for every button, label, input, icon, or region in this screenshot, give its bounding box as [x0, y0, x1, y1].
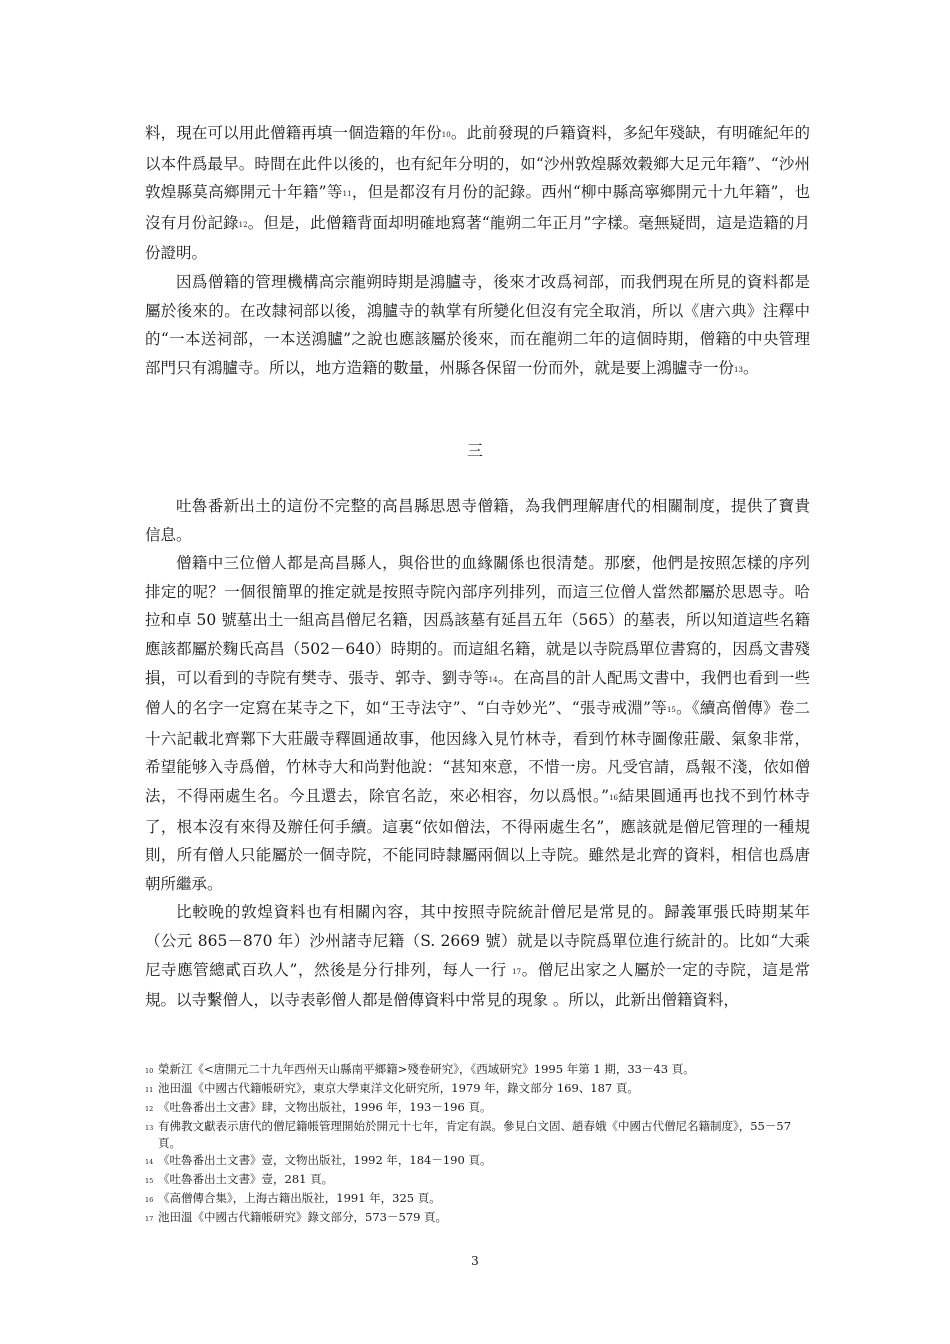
footnote-text: 《吐魯番出土文書》壹，281 頁。 [158, 1172, 334, 1186]
footnote-ref[interactable]: 13 [734, 365, 743, 374]
paragraph: 吐魯番新出土的這份不完整的高昌縣思恩寺僧籍，為我們理解唐代的相關制度，提供了寶貴信息。 [145, 497, 810, 544]
footnote-ref[interactable]: 16 [609, 793, 619, 802]
footnote-number: 13 [145, 1124, 154, 1132]
footnote-number: 10 [145, 1067, 154, 1075]
body-text-section-3 [145, 492, 810, 1015]
footnote-ref[interactable]: 17 [512, 967, 522, 976]
footnote-number: 11 [145, 1086, 154, 1094]
footnote-number: 14 [145, 1158, 154, 1166]
text-run: 。但是，此僧籍背面却明確地寫著“龍朔二年正月”字樣。毫無疑問，這是造籍的月份證明。 [145, 213, 810, 263]
footnote-number: 16 [145, 1196, 154, 1204]
footnote-ref[interactable]: 14 [488, 675, 498, 684]
footnote-text: 《高僧傳合集》，上海古籍出版社，1991 年，325 頁。 [158, 1191, 441, 1205]
footnote-number: 15 [145, 1177, 154, 1185]
footnote-ref[interactable]: 11 [342, 190, 352, 199]
footnote [145, 1152, 810, 1171]
footnote [145, 1099, 810, 1118]
footnote [145, 1190, 810, 1209]
text-run: 。僧尼出家之人屬於一定的寺院，這是常規。以寺繫僧人，以寺表彰僧人都是僧傳資料中常見的現象 。所以，此新出僧籍資料， [145, 960, 810, 1010]
footnote-ref[interactable]: 15 [666, 706, 676, 715]
text-run: 結果圓通再也找不到竹林寺了，根本沒有來得及辦任何手續。這裏“依如僧法，不得兩處生名”，應該就是僧尼管理的一種規則，所有僧人只能屬於一個寺院，不能同時隸屬兩個以上寺院。雖然是北齊的資料，相信也爲唐朝所繼承。 [145, 786, 810, 893]
text-run: 料，現在可以用此僧籍再填一個造籍的年份 [145, 124, 442, 142]
text-run: ，但是都沒有月份的記錄。西州“柳中縣高寧鄉開元十九年籍”，也沒有月份記錄 [145, 183, 810, 232]
footnote-ref[interactable]: 10 [441, 131, 451, 139]
paragraph [145, 119, 810, 268]
text-run: 比較晚的敦煌資料也有相關內容，其中按照寺院統計僧尼是常見的。歸義軍張氏時期某年（公元 865－870 年）沙州諸寺尼籍（S. 2669 號）就是以寺院爲單位進行統計的。比如“大乘尼寺應管總貳百玖人”，然後是分行排列，每人一行 [145, 903, 810, 979]
footnotes [145, 1061, 810, 1228]
paragraph [145, 549, 810, 898]
section-heading: 三 [466, 441, 483, 460]
footnote-text: 《吐魯番出土文書》壹，文物出版社，1992 年，184－190 頁。 [158, 1153, 492, 1167]
footnote-number: 17 [145, 1215, 154, 1223]
text-run: 。在高昌的計人配馬文書中，我們也看到一些僧人的名字一定寫在某寺之下，如“王寺法守”、“白寺妙光”、“張寺戒淵”等 [145, 668, 810, 718]
body-text-section-2-end [145, 119, 810, 384]
text-run: 因爲僧籍的管理機構高宗龍朔時期是鴻臚寺，後來才改爲祠部，而我們現在所見的資料都是屬於後來的。在改隸祠部以後，鴻臚寺的執掌有所變化但沒有完全取消，所以《唐六典》注釋中的“一本送祠部，一本送鴻臚”之說也應該屬於後來，而在龍朔二年的這個時期，僧籍的中央管理部門只有鴻臚寺。所以，地方造籍的數量，州縣各保留一份而外，就是要上鴻臚寺一份 [145, 272, 810, 377]
footnote-text: 池田溫《中國古代籍帳研究》錄文部分，573－579 頁。 [158, 1210, 448, 1224]
footnote-text: 池田溫《中國古代籍帳研究》，東京大學東洋文化研究所，1979 年，錄文部分 169、187 頁。 [158, 1081, 639, 1095]
page-number: 3 [471, 1254, 479, 1268]
footnote-text: 榮新江《<唐開元二十九年西州天山縣南平鄉籍>殘卷研究》，《西域研究》1995 年第 1 期，33－43 頁。 [158, 1062, 695, 1076]
footnote-text: 有佛教文獻表示唐代的僧尼籍帳管理開始於開元十七年，肯定有誤。參見白文固、趙春娥《中國古代僧尼名籍制度》，55－57 頁。 [158, 1119, 792, 1150]
footnote [145, 1061, 810, 1080]
footnote [145, 1209, 810, 1228]
text-run: 。 [742, 358, 759, 377]
paragraph [145, 268, 810, 384]
text-run: 僧籍中三位僧人都是高昌縣人，與俗世的血緣關係也很清楚。那麼，他們是按照怎樣的序列排定的呢？一個很簡單的推定就是按照寺院內部序列排列，而這三位僧人當然都屬於思恩寺。哈拉和卓 50 號墓出土一組高昌僧尼名籍，因爲該墓有延昌五年（565）的墓表，所以知道這些名籍應該都屬於麴氏高昌（502－640）時期的。而這組名籍，就是以寺院爲單位書寫的，因爲文書殘損，可以看到的寺院有樊寺、張寺、郭寺、劉寺等 [145, 554, 810, 687]
paragraph [145, 898, 810, 1014]
footnote-ref[interactable]: 12 [238, 220, 248, 229]
footnote [145, 1118, 810, 1152]
footnote [145, 1080, 810, 1099]
text-run: 。《續高僧傳》卷二十六記載北齊鄴下大莊嚴寺釋圓通故事，他因緣入見竹林寺，看到竹林寺圖像莊嚴、氣象非常，希望能够入寺爲僧，竹林寺大和尚對他說：“甚知來意，不惜一房。凡受官請，爲報不淺，依如僧法，不得兩處生名。今且還去，除官名訖，來必相容，勿以爲恨。” [145, 699, 810, 805]
footnote-text: 《吐魯番出土文書》肆，文物出版社，1996 年，193－196 頁。 [158, 1100, 492, 1114]
footnote [145, 1171, 810, 1190]
footnote-number: 12 [145, 1105, 154, 1113]
text-run: 。此前發現的戶籍資料，多紀年殘缺，有明確紀年的以本件爲最早。時間在此件以後的，也有紀年分明的，如“沙州敦煌縣效穀鄉大足元年籍”、“沙州敦煌縣莫高鄉開元十年籍”等 [145, 124, 810, 202]
